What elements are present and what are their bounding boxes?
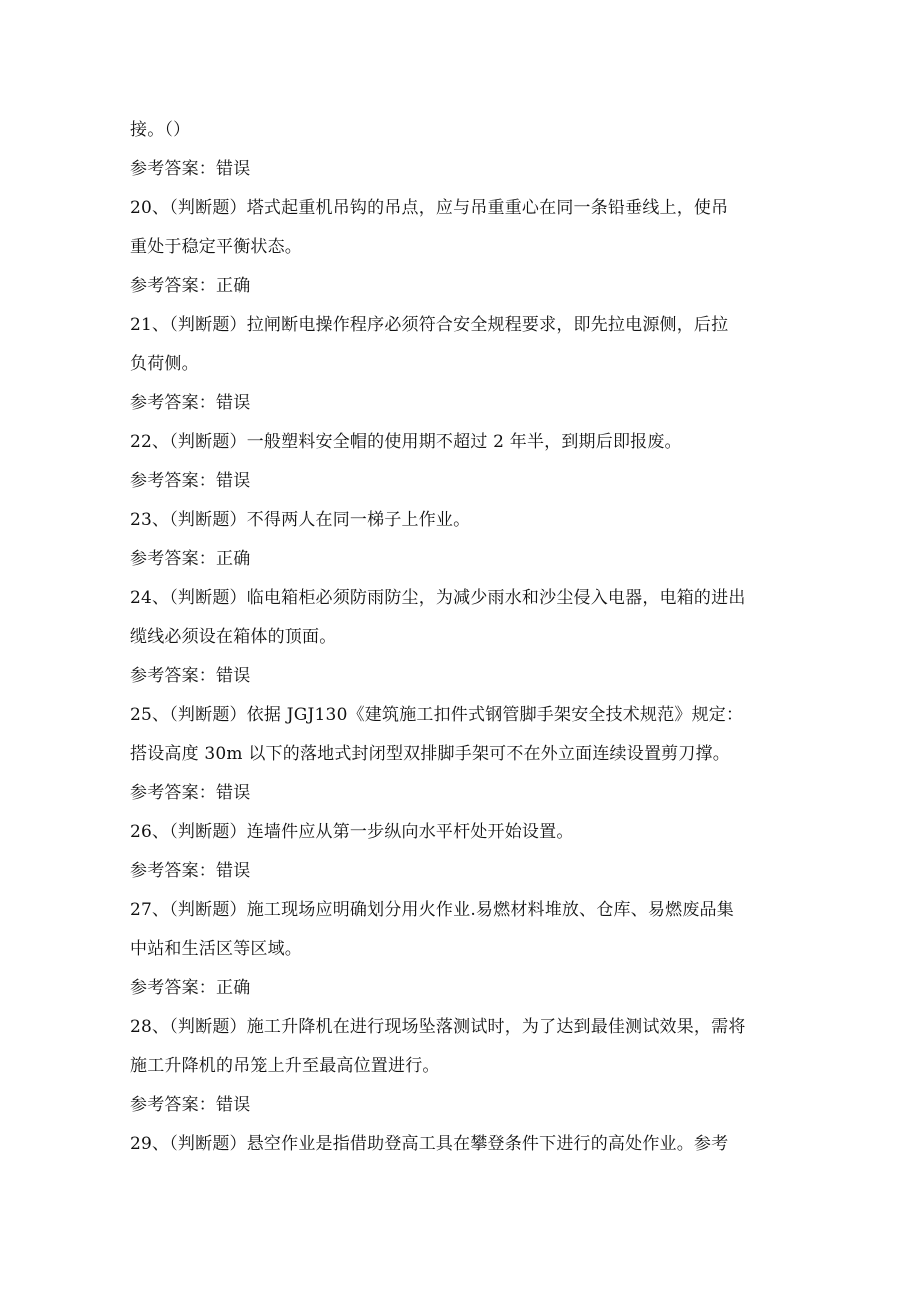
answer-26: 参考答案：错误 <box>130 861 251 881</box>
question-26: 26、（判断题）连墙件应从第一步纵向水平杆处开始设置。 <box>130 822 574 842</box>
answer-22: 参考答案：错误 <box>130 471 251 491</box>
question-28-line-1: 28、（判断题）施工升降机在进行现场坠落测试时，为了达到最佳测试效果，需将 <box>130 1017 746 1037</box>
answer-28: 参考答案：错误 <box>130 1095 251 1115</box>
answer-20: 参考答案：正确 <box>130 276 251 296</box>
document-body <box>130 116 795 1169</box>
answer-line: 参考答案：错误 <box>130 159 251 179</box>
answer-24: 参考答案：错误 <box>130 666 251 686</box>
question-24-line-1: 24、（判断题）临电箱柜必须防雨防尘，为减少雨水和沙尘侵入电器，电箱的进出 <box>130 588 746 608</box>
question-27-line-2: 中站和生活区等区域。 <box>130 939 302 959</box>
question-20-line-1: 20、（判断题）塔式起重机吊钩的吊点，应与吊重重心在同一条铅垂线上，使吊 <box>130 198 729 218</box>
question-22: 22、（判断题）一般塑料安全帽的使用期不超过 2 年半，到期后即报废。 <box>130 432 682 452</box>
question-28-line-2: 施工升降机的吊笼上升至最高位置进行。 <box>130 1056 440 1076</box>
text-line-continuation: 接。（） <box>130 120 191 140</box>
question-21-line-1: 21、（判断题）拉闸断电操作程序必须符合安全规程要求，即先拉电源侧，后拉 <box>130 315 729 335</box>
question-25-line-2: 搭设高度 30m 以下的落地式封闭型双排脚手架可不在外立面连续设置剪刀撑。 <box>130 744 730 764</box>
question-21-line-2: 负荷侧。 <box>130 354 199 374</box>
answer-23: 参考答案：正确 <box>130 549 251 569</box>
question-25-line-1: 25、（判断题）依据 JGJ130《建筑施工扣件式钢管脚手架安全技术规范》规定： <box>130 705 744 725</box>
answer-25: 参考答案：错误 <box>130 783 251 803</box>
question-24-line-2: 缆线必须设在箱体的顶面。 <box>130 627 337 647</box>
question-23: 23、（判断题）不得两人在同一梯子上作业。 <box>130 510 471 530</box>
question-27-line-1: 27、（判断题）施工现场应明确划分用火作业.易燃材料堆放、仓库、易燃废品集 <box>130 900 734 920</box>
answer-27: 参考答案：正确 <box>130 978 251 998</box>
answer-21: 参考答案：错误 <box>130 393 251 413</box>
question-29-line-1: 29、（判断题）悬空作业是指借助登高工具在攀登条件下进行的高处作业。参考 <box>130 1134 729 1154</box>
question-20-line-2: 重处于稳定平衡状态。 <box>130 237 302 257</box>
